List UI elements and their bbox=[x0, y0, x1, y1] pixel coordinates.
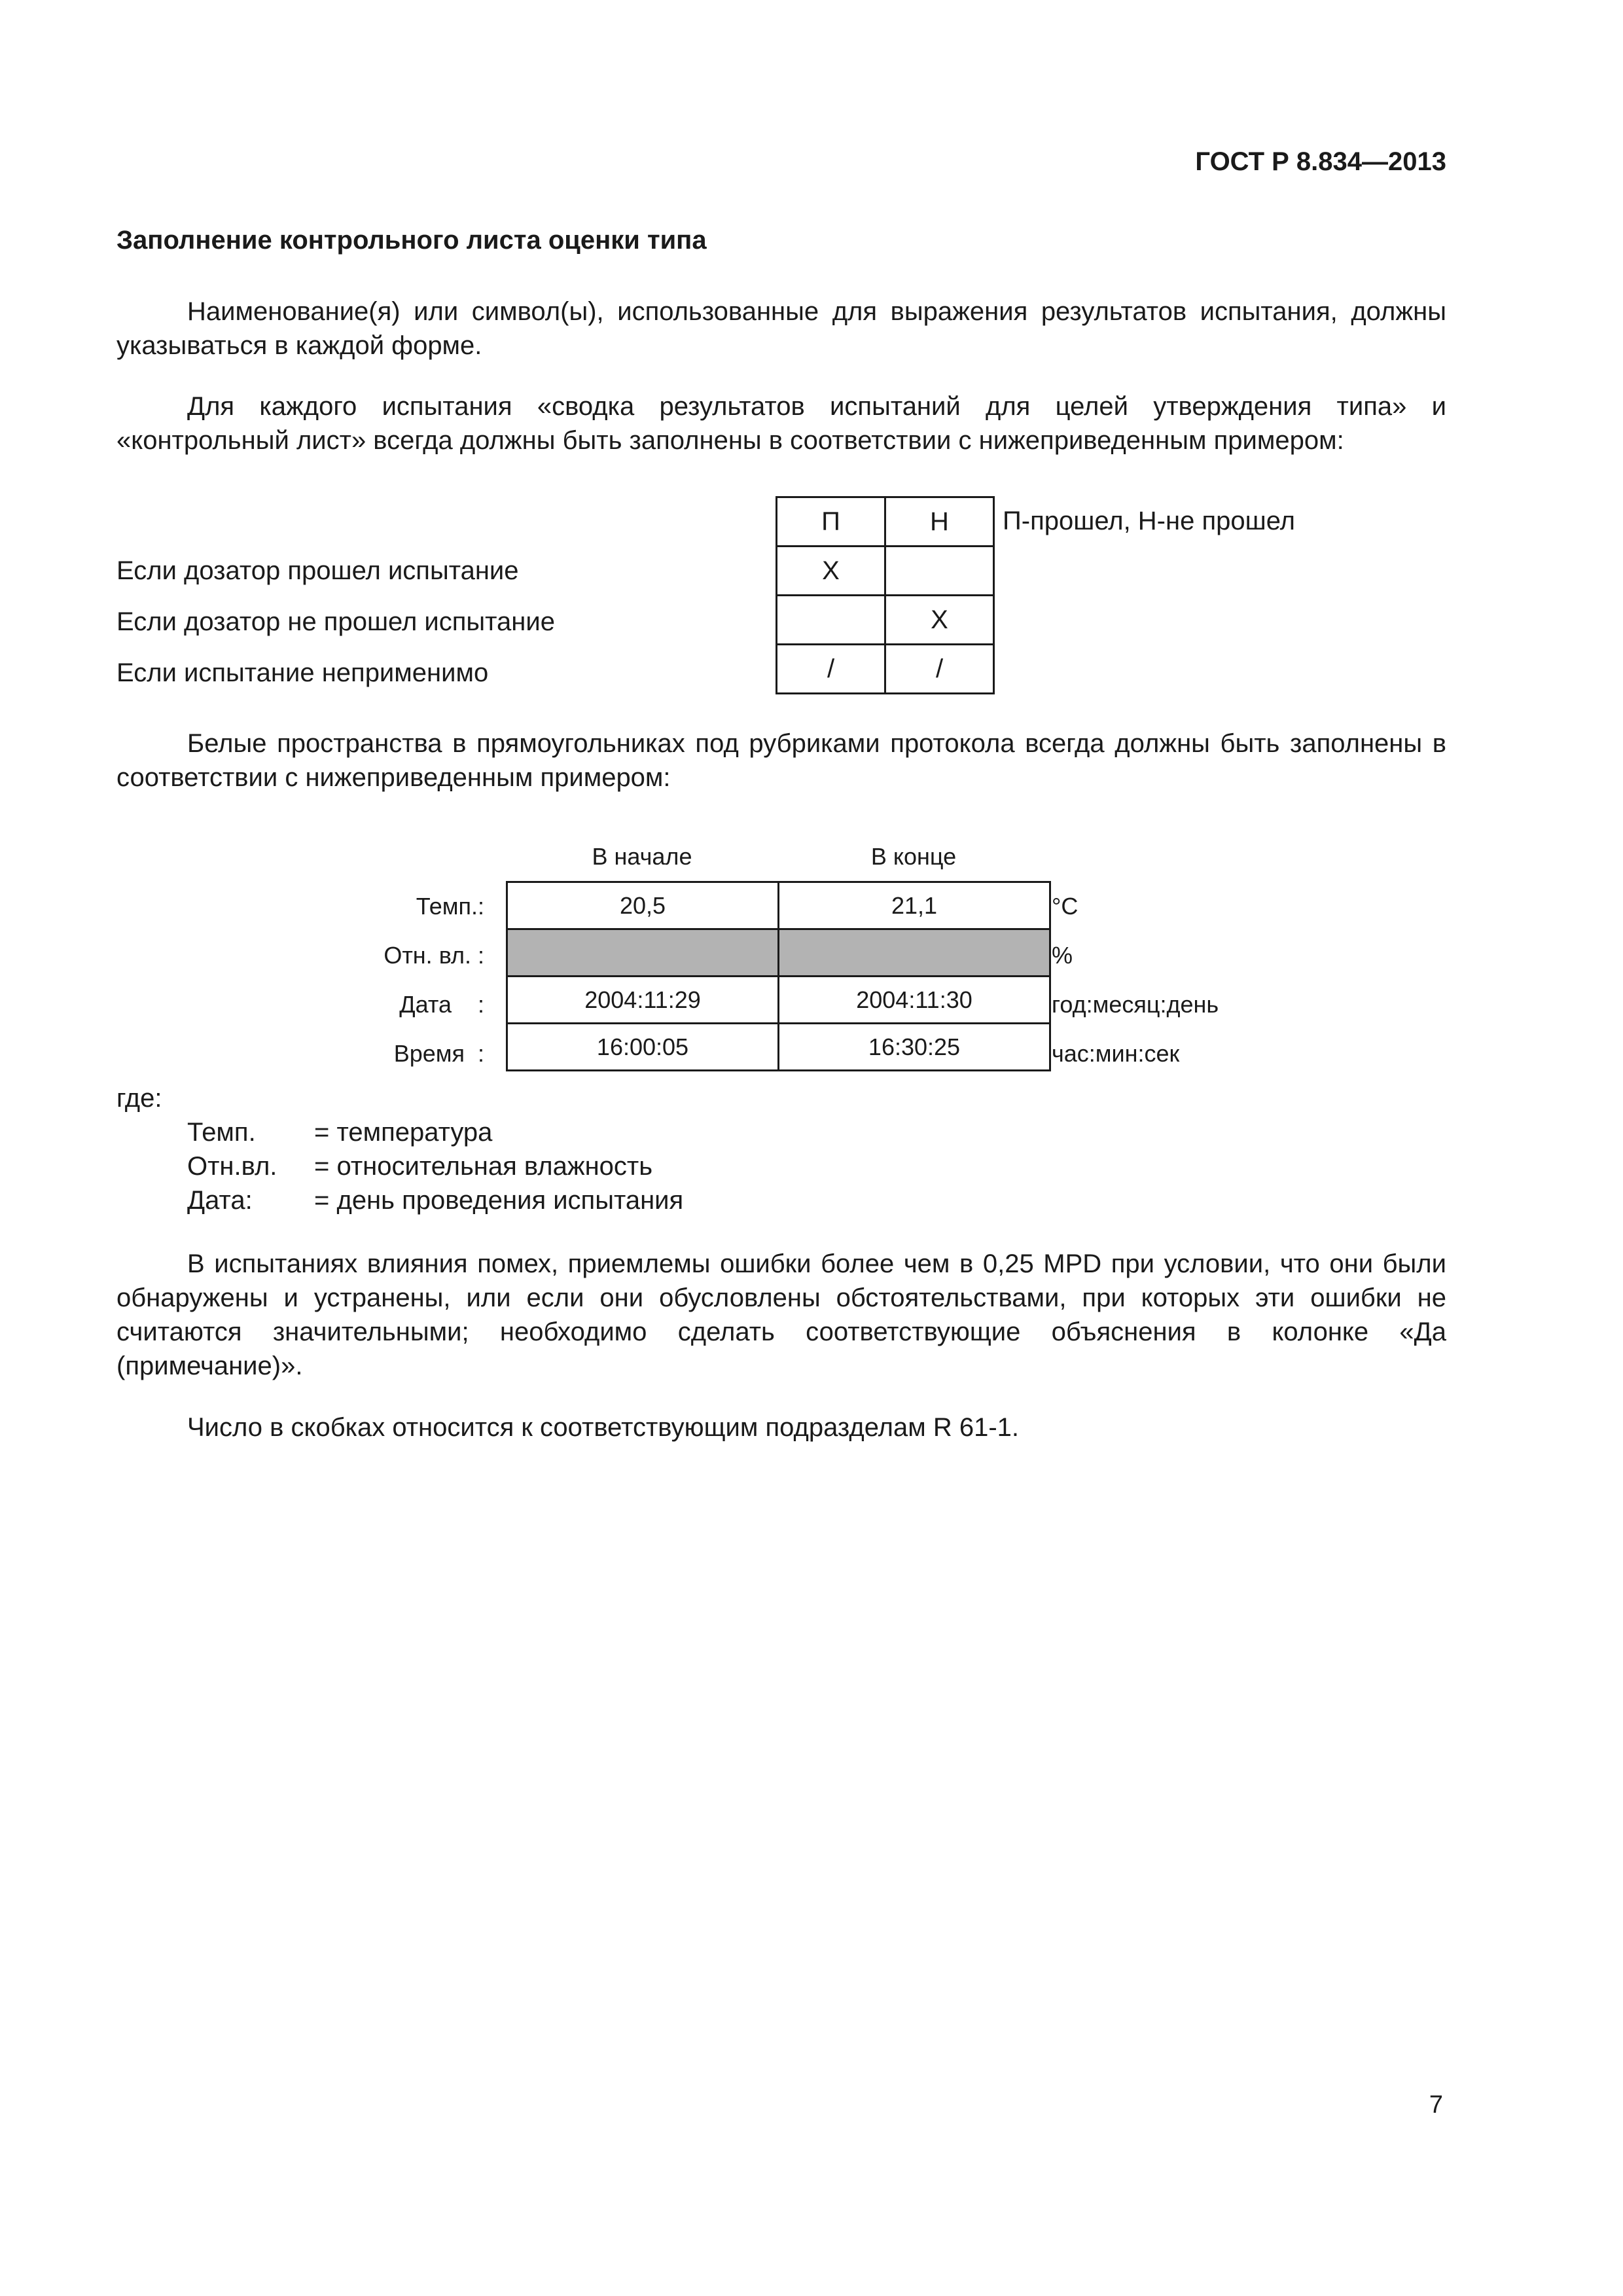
pass-row-label: Если дозатор прошел испытание bbox=[116, 556, 519, 585]
paragraph-4 bbox=[116, 1247, 1446, 1383]
paragraph-5 bbox=[116, 1410, 1446, 1444]
paragraph-2-text: Для каждого испытания «сводка результатов испытаний для целей утверждения типа» и «контрольный лист» всегда должны быть заполнены в соответствии с нижеприведенным примером: bbox=[116, 392, 1446, 455]
row-label-temp: Темп.: bbox=[416, 893, 484, 920]
legend-definition: = относительная влажность bbox=[314, 1152, 653, 1181]
measurement-table bbox=[506, 881, 1051, 1071]
legend-term: Отн.вл. bbox=[187, 1152, 277, 1181]
cell-end-shaded bbox=[779, 929, 1050, 977]
table-header-row bbox=[777, 497, 994, 547]
table-row bbox=[507, 1024, 1050, 1071]
unit-date: год:месяц:день bbox=[1052, 991, 1219, 1018]
legend-definition: = температура bbox=[314, 1118, 493, 1147]
cell-start: 20,5 bbox=[507, 882, 779, 929]
legend-definition: = день проведения испытания bbox=[314, 1186, 684, 1215]
standard-number: ГОСТ Р 8.834—2013 bbox=[1195, 147, 1446, 176]
paragraph-1-text: Наименование(я) или символ(ы), использованные для выражения результатов испытания, должны указываться в каждой форме. bbox=[116, 297, 1446, 360]
paragraph-1 bbox=[116, 295, 1446, 363]
fail-row-label: Если дозатор не прошел испытание bbox=[116, 607, 555, 636]
row-label-humidity: Отн. вл. : bbox=[383, 942, 484, 969]
row-label-time: Время : bbox=[393, 1040, 484, 1067]
unit-humidity: % bbox=[1052, 942, 1073, 969]
cell-pass: / bbox=[777, 645, 885, 694]
col-header-pass: П bbox=[777, 497, 885, 547]
cell-pass: X bbox=[777, 547, 885, 596]
paragraph-3 bbox=[116, 726, 1446, 795]
col-header-end: В конце bbox=[870, 843, 957, 870]
page-number: 7 bbox=[1429, 2091, 1443, 2119]
pass-fail-legend: П-прошел, Н-не прошел bbox=[1003, 507, 1295, 535]
legend-term: Темп. bbox=[187, 1118, 256, 1147]
paragraph-5-text: Число в скобках относится к соответствующим подразделам R 61-1. bbox=[187, 1413, 1020, 1442]
cell-pass bbox=[777, 596, 885, 645]
table-row bbox=[777, 547, 994, 596]
row-label-date: Дата : bbox=[399, 991, 484, 1018]
cell-fail bbox=[885, 547, 994, 596]
unit-time: час:мин:сек bbox=[1052, 1040, 1180, 1067]
table-row bbox=[507, 977, 1050, 1024]
table-row bbox=[507, 929, 1050, 977]
col-header-fail: Н bbox=[885, 497, 994, 547]
cell-end: 2004:11:30 bbox=[779, 977, 1050, 1024]
cell-start: 2004:11:29 bbox=[507, 977, 779, 1024]
cell-end: 16:30:25 bbox=[779, 1024, 1050, 1071]
where-label: где: bbox=[116, 1084, 162, 1113]
cell-start-shaded bbox=[507, 929, 779, 977]
table-row bbox=[777, 645, 994, 694]
col-header-start: В начале bbox=[592, 843, 692, 870]
unit-temp: °C bbox=[1052, 893, 1079, 920]
table-row bbox=[507, 882, 1050, 929]
paragraph-2 bbox=[116, 389, 1446, 457]
section-title: Заполнение контрольного листа оценки типа bbox=[116, 226, 707, 255]
paragraph-4-text: В испытаниях влияния помех, приемлемы ошибки более чем в 0,25 MPD при условии, что они были обнаружены и устранены, или если они обусловлены обстоятельствами, при которых эти ошибки не считаются значительными; необходимо сделать соответствующие объяснения в колонке «Да (примечание)». bbox=[116, 1249, 1446, 1380]
pass-fail-table bbox=[776, 496, 995, 694]
legend-term: Дата: bbox=[187, 1186, 253, 1215]
paragraph-3-text: Белые пространства в прямоугольниках под рубриками протокола всегда должны быть заполнены в соответствии с нижеприведенным примером: bbox=[116, 729, 1446, 792]
cell-fail: / bbox=[885, 645, 994, 694]
cell-start: 16:00:05 bbox=[507, 1024, 779, 1071]
na-row-label: Если испытание неприменимо bbox=[116, 658, 489, 687]
cell-end: 21,1 bbox=[779, 882, 1050, 929]
cell-fail: X bbox=[885, 596, 994, 645]
table-row bbox=[777, 596, 994, 645]
